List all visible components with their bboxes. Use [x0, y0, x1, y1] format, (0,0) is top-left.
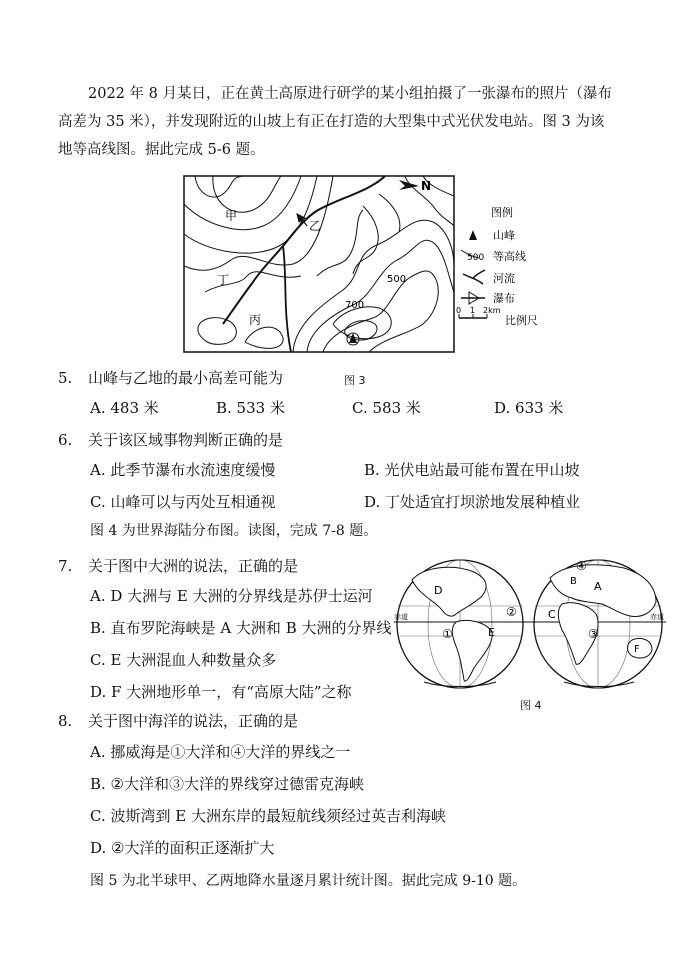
q5-option-b: B. 533 米 [216, 399, 285, 417]
place-ding: 丁 [217, 273, 230, 287]
label-E: E [488, 626, 495, 639]
scale-1: 1 [470, 306, 476, 315]
equator-label-left: 赤道 [394, 613, 408, 621]
legend-contour-value: 500 [467, 253, 485, 263]
intro-line-2: 高差为 35 米），并发现附近的山坡上有正在打造的大型集中式光伏发电站。图 3 为该 [58, 114, 605, 130]
place-bing: 丙 [249, 313, 262, 327]
question-5-stem: 山峰与乙地的最小高差可能为 [88, 369, 284, 387]
legend-river-icon [463, 270, 485, 284]
intro-paragraph [58, 80, 648, 164]
ocean-4: ④ [576, 559, 587, 573]
question-8 [58, 709, 298, 733]
legend-waterfall-icon [461, 292, 485, 304]
q8-option-c: C. 波斯湾到 E 大洲东岸的最短航线须经过英吉利海峡 [90, 807, 446, 825]
label-F: F [634, 644, 640, 655]
q6-option-d: D. 丁处适宜打坝淤地发展种植业 [364, 493, 581, 511]
q8-option-a: A. 挪威海是①大洋和④大洋的界线之一 [90, 743, 351, 761]
q8-option-b: B. ②大洋和③大洋的界线穿过德雷克海峡 [90, 775, 365, 793]
ocean-1: ① [442, 627, 453, 641]
ocean-3: ③ [588, 627, 599, 641]
legend-contour: 等高线 [493, 250, 526, 263]
question-6-number: 6. [58, 431, 73, 449]
figure-5-instruction: 图 5 为北半球甲、乙两地降水量逐月累计统计图。据此完成 9-10 题。 [90, 873, 527, 889]
legend-river: 河流 [493, 272, 515, 285]
question-5 [58, 366, 283, 390]
north-label: N [421, 179, 432, 193]
figure-4-world-map [394, 556, 666, 696]
question-8-stem: 关于图中海洋的说法，正确的是 [88, 712, 299, 730]
legend-scale: 比例尺 [505, 314, 538, 327]
scale-2: 2km [483, 306, 501, 315]
figure-4-caption: 图 4 [520, 699, 542, 712]
place-jia: 甲 [225, 209, 238, 223]
equator-label-right: 赤道 [650, 613, 664, 621]
label-A: A [594, 580, 602, 593]
q5-option-c: C. 583 米 [352, 399, 421, 417]
q7-option-a: A. D 大洲与 E 大洲的分界线是苏伊士运河 [90, 587, 373, 605]
figure-3-caption: 图 3 [344, 374, 366, 387]
contour-label-500: 500 [387, 274, 407, 285]
q6-option-a: A. 此季节瀑布水流速度缓慢 [90, 461, 276, 479]
question-6-stem: 关于该区域事物判断正确的是 [88, 431, 284, 449]
legend-peak-icon [469, 230, 477, 240]
q5-option-a: A. 483 米 [90, 399, 159, 417]
ocean-2: ② [506, 605, 517, 619]
q7-option-c: C. E 大洲混血人种数量众多 [90, 651, 277, 669]
figure-3-contour-map [183, 174, 563, 358]
question-8-number: 8. [58, 712, 73, 730]
question-7 [58, 554, 298, 578]
legend-peak: 山峰 [493, 229, 515, 242]
label-B: B [570, 576, 577, 587]
question-5-number: 5. [58, 369, 73, 387]
q5-option-d: D. 633 米 [494, 399, 564, 417]
question-7-stem: 关于图中大洲的说法，正确的是 [88, 557, 299, 575]
question-7-number: 7. [58, 557, 73, 575]
q7-option-d: D. F 大洲地形单一，有“高原大陆”之称 [90, 683, 352, 701]
river-tributary [283, 246, 291, 352]
contour-label-700: 700 [345, 300, 365, 311]
intro-line-1: 2022 年 8 月某日，正在黄土高原进行研学的某小组拍摄了一张瀑布的照片（瀑布 [88, 86, 612, 102]
q6-option-b: B. 光伏电站最可能布置在甲山坡 [364, 461, 580, 479]
peak-symbol [347, 333, 359, 345]
q8-option-d: D. ②大洋的面积正逐渐扩大 [90, 839, 275, 857]
intro-line-3: 地等高线图。据此完成 5-6 题。 [58, 142, 265, 158]
figure-4-instruction: 图 4 为世界海陆分布图。读图，完成 7-8 题。 [90, 523, 378, 539]
north-arrow [399, 180, 419, 190]
label-C: C [548, 608, 556, 621]
legend-waterfall: 瀑布 [493, 292, 515, 305]
q7-option-b: B. 直布罗陀海峡是 A 大洲和 B 大洲的分界线 [90, 619, 392, 637]
q6-option-c: C. 山峰可以与丙处互相通视 [90, 493, 276, 511]
legend-title: 图例 [491, 206, 513, 219]
label-D: D [434, 584, 443, 597]
contour-lines [184, 176, 454, 352]
place-yi: 乙 [309, 219, 322, 233]
question-6 [58, 428, 283, 452]
scale-0: 0 [456, 306, 462, 315]
